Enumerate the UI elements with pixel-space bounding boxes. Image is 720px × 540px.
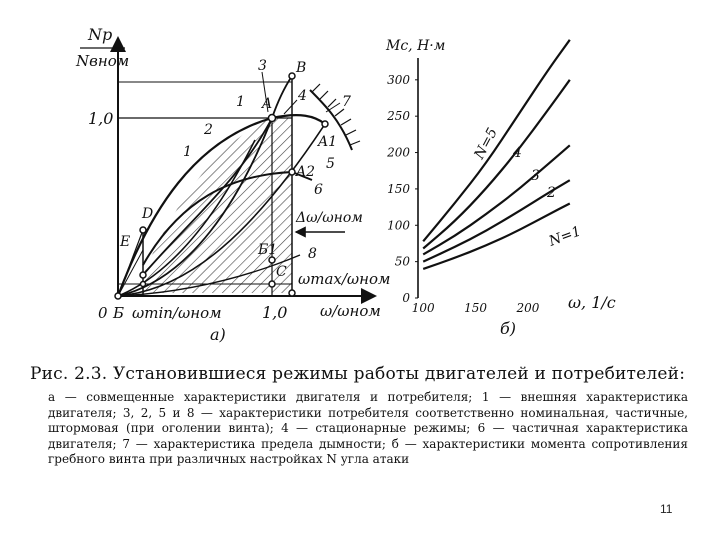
point-a1-label: A1 <box>318 134 338 150</box>
chart-b-y-tick-label: 250 <box>387 109 410 124</box>
subfig-b-label: б) <box>500 319 517 338</box>
chart-b-y-tick-label: 200 <box>387 145 410 160</box>
point-c-label: C <box>276 264 287 280</box>
chart-b-y-tick-label: 150 <box>387 181 410 196</box>
figure-caption <box>30 364 700 468</box>
chart-b-x-tick-label: 150 <box>464 301 488 315</box>
chart-b-y-tick-label: 300 <box>387 72 410 87</box>
x-axis-label: ω/ωном <box>320 302 381 320</box>
chart-b-x-ticks <box>412 301 540 315</box>
series-label-n1: N=1 <box>546 223 584 250</box>
x-min-label: ωmin/ωном <box>132 304 222 322</box>
point-b-label: B <box>296 60 307 76</box>
tick-1-y: 1,0 <box>88 109 114 128</box>
point-a2-label: A2 <box>296 164 316 180</box>
point-b1-label: Б1 <box>258 242 278 258</box>
x-max-label: ωmax/ωном <box>298 270 391 288</box>
series-label-4: 4 <box>513 145 522 161</box>
curve-label-7: 7 <box>342 94 351 110</box>
curve-label-6: 6 <box>314 182 323 198</box>
caption-body: а — совмещенные характеристики двигателя и потребителя; 1 — внешняя характеристика двигателя; 3, 2, 5 и 8 — характеристики потребителя соответственно номинальная, частичные, штормовая (при оголении винта); 4 — стационарные режимы; 6 — частичная характеристика двигателя; 7 — характеристика предела дымности; б — характеристики момента сопротивления гребного винта при различных настройках N угла атаки <box>48 390 688 466</box>
chart-b <box>385 38 616 338</box>
series-label-2: 2 <box>547 185 556 201</box>
origin-b-label: Б <box>113 304 125 322</box>
label-7-pointer <box>326 103 340 112</box>
curve-label-1b: 1 <box>183 144 192 160</box>
curve-label-4: 4 <box>298 88 307 104</box>
y-axis-label-bottom: Nвном <box>76 52 130 70</box>
subfig-a-label: а) <box>210 325 226 344</box>
label-4-pointer <box>284 100 297 114</box>
chart-b-y-tick-label: 50 <box>394 254 410 269</box>
series-label-n5: N=5 <box>471 125 501 162</box>
page-number: 11 <box>660 502 673 516</box>
curve-label-5: 5 <box>326 156 335 172</box>
curve-label-8: 8 <box>308 246 317 262</box>
curve-label-2: 2 <box>204 122 213 138</box>
chart-b-x-tick-label: 100 <box>411 301 435 315</box>
y-axis-label-top: Np <box>88 25 113 44</box>
point-e-label: E <box>120 234 131 250</box>
series-label-3: 3 <box>531 168 540 184</box>
point-a-label: A <box>262 96 273 112</box>
origin-0-label: 0 <box>98 304 108 322</box>
chart-b-ylabel: Mc, Н·м <box>386 38 446 54</box>
chart-b-y-ticks <box>386 73 418 305</box>
caption-title: Рис. 2.3. Установившиеся режимы работы двигателей и потребителей: <box>30 364 686 384</box>
diagram-a <box>75 25 391 344</box>
chart-b-y-tick-label: 100 <box>387 218 410 233</box>
chart-b-xlabel: ω, 1/с <box>568 293 616 312</box>
point-d-label: D <box>142 206 154 222</box>
chart-b-x-tick-label: 200 <box>516 301 540 315</box>
curve-label-3: 3 <box>258 58 267 74</box>
curve-label-1a: 1 <box>236 94 245 110</box>
tick-1-x: 1,0 <box>262 303 288 322</box>
delta-omega-label: Δω/ωном <box>296 210 363 226</box>
chart-b-y-tick-label: 0 <box>402 291 410 305</box>
